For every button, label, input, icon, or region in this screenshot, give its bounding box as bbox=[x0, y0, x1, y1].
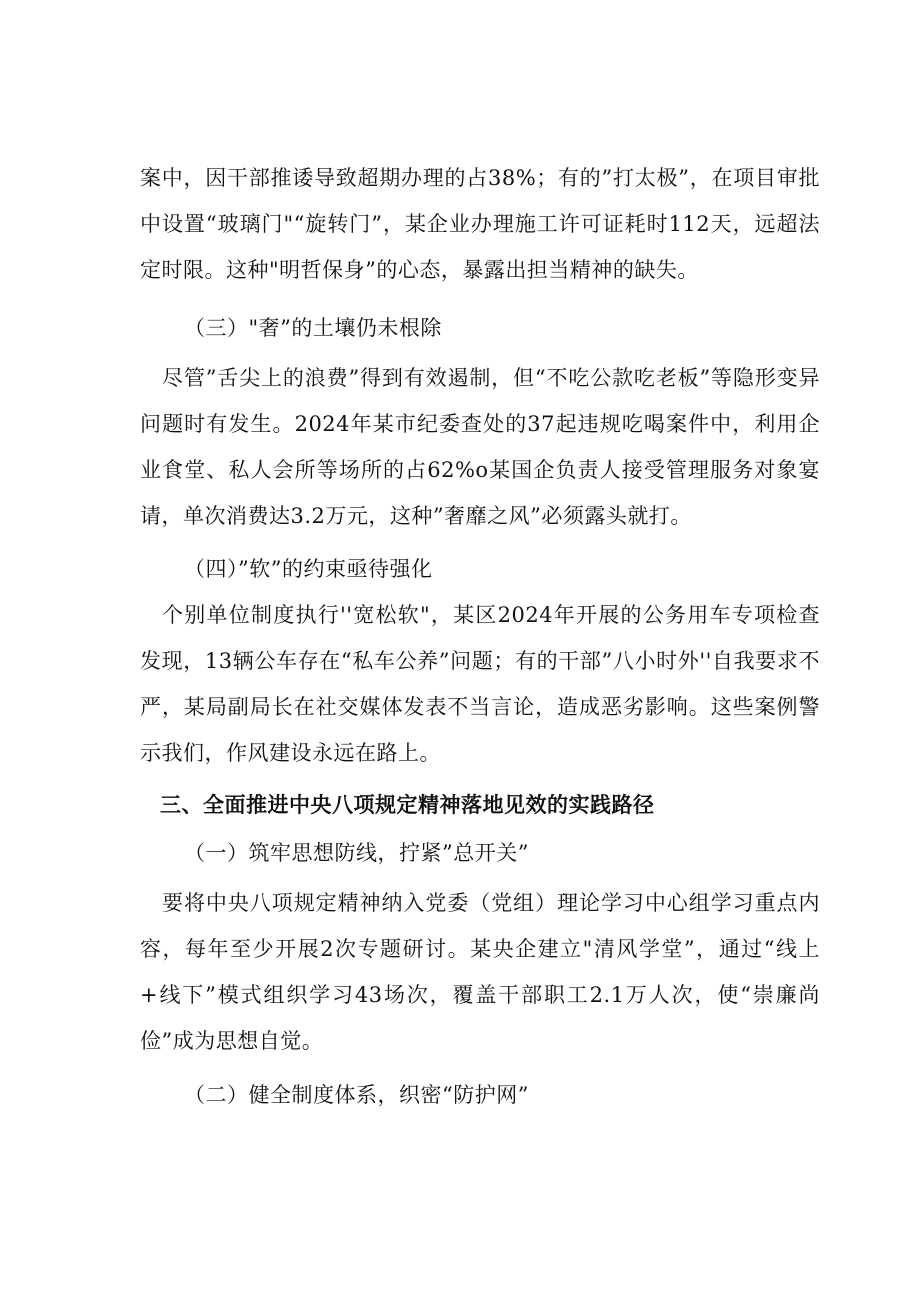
paragraph-3: 尽管”舌尖上的浪费”得到有效遏制，但“不吃公款吃老板”等隐形变异问题时有发生。2024年某市纪委查处的37起违规吃喝案件中，利用企业食堂、私人会所等场所的占62%o某国企负责人接受管理服务对象宴请，单次消费达3.2万元，这种”奢靡之风”必须露头就打。 bbox=[140, 366, 820, 528]
section-heading-3: 三、全面推进中央八项规定精神落地见效的实践路径 bbox=[160, 792, 655, 817]
subheading-b: （二）健全制度体系，织密“防护网” bbox=[184, 1083, 529, 1107]
paragraph-intro: 案中，因干部推诿导致超期办理的占38%；有的”打太极”，在项目审批中设置“玻璃门"“旋转门”，某企业办理施工许可证耗时112天，远超法定时限。这种"明哲保身”的心态，暴露出担当精神的缺失。 bbox=[140, 166, 820, 282]
paragraph-a: 要将中央八项规定精神纳入党委（党组）理论学习中心组学习重点内容，每年至少开展2次专题研讨。某央企建立"清风学堂”，通过“线上+线下”模式组织学习43场次，覆盖干部职工2.1万人次，使“崇廉尚俭”成为思想自觉。 bbox=[140, 891, 820, 1053]
paragraph-4: 个别单位制度执行''宽松软"，某区2024年开展的公务用车专项检查发现，13辆公车存在“私车公养”问题；有的干部”八小时外''自我要求不严，某局副局长在社交媒体发表不当言论，造成恶劣影响。这些案例警示我们，作风建设永远在路上。 bbox=[140, 603, 820, 765]
subheading-a: （一）筑牢思想防线，拧紧”总开关” bbox=[184, 841, 529, 865]
subheading-3: （三）"奢”的土壤仍未根除 bbox=[184, 316, 442, 340]
subheading-4: （四）”软”的约束亟待强化 bbox=[184, 557, 433, 581]
